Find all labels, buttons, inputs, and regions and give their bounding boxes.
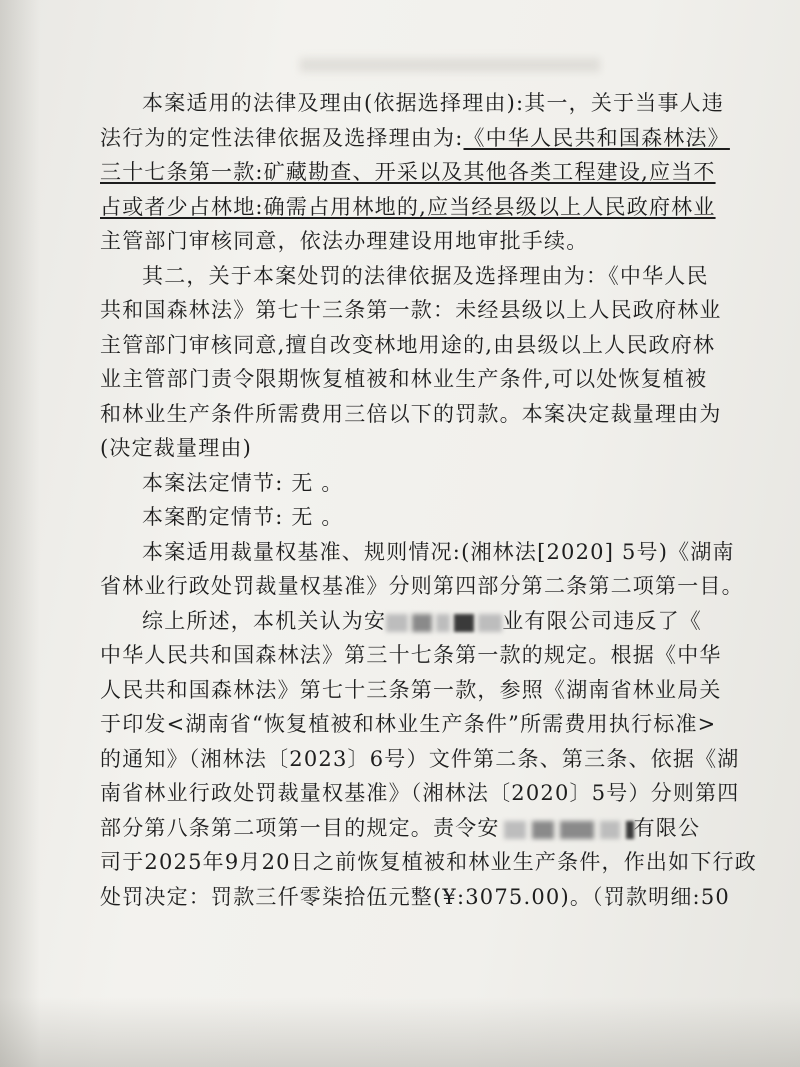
bleed-through-smudge: [300, 58, 600, 72]
text-line: 人民共和国森林法》第七十三条第一款，参照《湖南省林业局关: [100, 677, 722, 702]
underlined-text-line: 三十七条第一款:矿藏勘查、开采以及其他各类工程建设,应当不: [100, 160, 716, 184]
text-line: 主管部门审核同意，依法办理建设用地审批手续。: [100, 229, 589, 253]
text-line: 本案适用裁量权基准、规则情况:(湘林法[2020] 5号)《湖南: [142, 539, 735, 564]
underlined-text-line: 占或者少占林地:确需占用林地的,应当经县级以上人民政府林业: [100, 194, 716, 219]
text-line: 本案酌定情节: 无 。: [142, 505, 344, 529]
text-line: (决定裁量理由): [100, 436, 252, 460]
text-segment: 有限公: [633, 815, 701, 840]
text-segment: 部分第八条第二项第一目的规定。责令安: [100, 815, 500, 840]
text-segment: 业有限公司违反了《: [502, 608, 703, 633]
text-line: 业主管部门责令限期恢复植被和林业生产条件,可以处恢复植被: [100, 367, 708, 391]
text-line: 处罚决定：罚款三仟零柒拾伍元整(¥:3075.00)。（罚款明细:50: [100, 884, 730, 909]
text-line: 共和国森林法》第七十三条第一款：未经县级以上人民政府林业: [100, 298, 722, 322]
text-segment: 综上所述，本机关认为安: [142, 608, 387, 633]
text-line: 其二，关于本案处罚的法律依据及选择理由为：《中华人民: [142, 263, 709, 288]
document-body: [100, 86, 757, 914]
text-line: 本案法定情节: 无 。: [142, 470, 344, 495]
text-line: 主管部门审核同意,擅自改变林地用途的,由县级以上人民政府林: [100, 332, 716, 357]
page-shadow-bottom: [0, 997, 800, 1067]
text-line: 司于2025年9月20日之前恢复植被和林业生产条件，作出如下行政: [100, 850, 757, 874]
underlined-law-name: 《中华人民共和国森林法》: [463, 125, 730, 150]
text-line: 于印发<湖南省“恢复植被和林业生产条件”所需费用执行标准>: [100, 712, 717, 736]
text-line: 南省林业行政处罚裁量权基准》（湘林法〔2020〕5号）分则第四: [100, 781, 740, 805]
text-line: 和林业生产条件所需费用三倍以下的罚款。本案决定裁量理由为: [100, 401, 722, 426]
text-line: 中华人民共和国森林法》第三十七条第一款的规定。根据《中华: [100, 643, 722, 667]
text-segment: 法行为的定性法律依据及选择理由为:: [100, 125, 464, 150]
text-line: [100, 604, 710, 639]
text-line: 省林业行政处罚裁量权基准》分则第四部分第二条第二项第一目。: [100, 574, 744, 598]
text-line: 本案适用的法律及理由(依据选择理由):其一，关于当事人违: [142, 91, 725, 115]
redacted-company-name: [386, 605, 502, 640]
text-line: [100, 811, 710, 846]
page-shadow-left: [0, 0, 40, 1067]
text-line: 的通知》（湘林法〔2023〕6号）文件第二条、第三条、依据《湖: [100, 746, 740, 771]
redacted-company-name: [500, 812, 634, 847]
text-line: [100, 121, 730, 156]
